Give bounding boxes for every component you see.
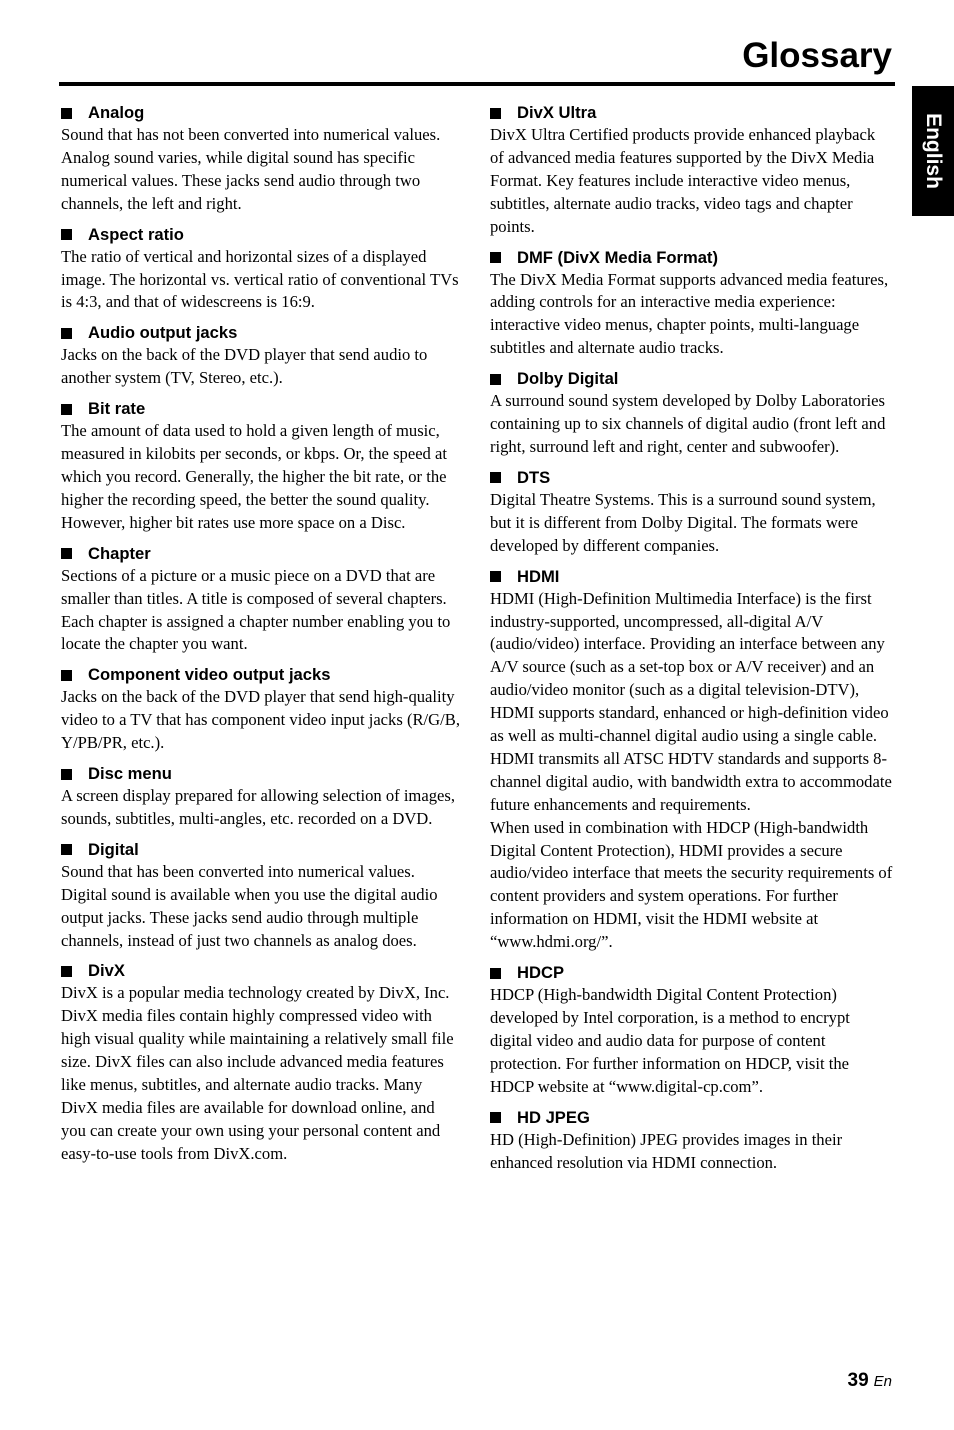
glossary-term: Chapter (61, 543, 461, 565)
glossary-definition: DivX Ultra Certified products provide enhanced playback of advanced media features supported by the DivX Media Format. Key features include interactive video menus, subtitles, alternate audio tracks, video tags and chapter points. (490, 125, 876, 236)
square-bullet-icon (61, 404, 72, 415)
glossary-definition: The ratio of vertical and horizontal sizes of a displayed image. The horizontal vs. vertical ratio of conventional TVs is 4:3, and that of widescreens is 16:9. (61, 246, 459, 312)
glossary-entry-digital (61, 839, 461, 953)
glossary-definition: Jacks on the back of the DVD player that send audio to another system (TV, Stereo, etc.). (61, 345, 428, 388)
square-bullet-icon (490, 1112, 501, 1123)
glossary-entry-hd-jpeg (490, 1107, 893, 1175)
glossary-definition: Sound that has been converted into numerical values. Digital sound is available when you use the digital audio output jacks. These jacks send audio through multiple channels, instead of just two channels as analog does. (61, 861, 438, 950)
square-bullet-icon (490, 571, 501, 582)
glossary-term: DivX (61, 960, 461, 982)
glossary-definition: Jacks on the back of the DVD player that send high-quality video to a TV that has component video input jacks (R/G/B, Y/PB/PR, etc.). (61, 687, 460, 753)
glossary-term: Analog (61, 102, 461, 124)
glossary-entry-chapter (61, 543, 461, 657)
glossary-term: Bit rate (61, 398, 461, 420)
page-number (848, 1370, 893, 1392)
square-bullet-icon (61, 548, 72, 559)
glossary-entry-aspect-ratio (61, 224, 461, 315)
glossary-entry-bit-rate (61, 398, 461, 535)
glossary-term: HDCP (490, 962, 893, 984)
glossary-entry-dmf (490, 247, 893, 361)
glossary-entry-hdcp (490, 962, 893, 1099)
square-bullet-icon (61, 769, 72, 780)
square-bullet-icon (61, 328, 72, 339)
square-bullet-icon (61, 670, 72, 681)
glossary-definition: Sound that has not been converted into numerical values. Analog sound varies, while digital sound has specific numerical values. These jacks send audio through two channels, the left and right. (61, 125, 441, 213)
language-tab-label: English (922, 113, 945, 189)
glossary-entry-component-video-output-jacks (61, 664, 461, 755)
glossary-column-left (61, 102, 461, 1174)
glossary-entry-audio-output-jacks (61, 322, 461, 390)
glossary-term: Dolby Digital (490, 368, 893, 390)
language-tab (912, 86, 954, 216)
glossary-definition: A surround sound system developed by Dolby Laboratories containing up to six channels of digital audio (front left and right, surround left and right, center and subwoofer). (490, 391, 886, 456)
square-bullet-icon (490, 374, 501, 385)
square-bullet-icon (61, 844, 72, 855)
glossary-entry-disc-menu (61, 763, 461, 831)
glossary-term: Digital (61, 839, 461, 861)
glossary-definition: HDCP (High-bandwidth Digital Content Protection) developed by Intel corporation, is a method to encrypt digital video and audio data for purpose of content protection. For further information on HDCP, visit the HDCP website at “www.digital-cp.com”. (490, 985, 850, 1096)
glossary-term: DMF (DivX Media Format) (490, 247, 893, 269)
glossary-definition: The DivX Media Format supports advanced media features, adding controls for an interactive media experience: interactive video menus, chapter points, multi-language subtitles and alternate audio tracks. (490, 269, 889, 358)
glossary-entry-divx-ultra (490, 102, 893, 239)
square-bullet-icon (490, 108, 501, 119)
glossary-entry-hdmi (490, 566, 893, 955)
glossary-column-right (490, 102, 893, 1182)
page-number-value: 39 (847, 1370, 869, 1391)
glossary-entry-analog (61, 102, 461, 216)
square-bullet-icon (490, 252, 501, 263)
glossary-term: Aspect ratio (61, 224, 461, 246)
square-bullet-icon (61, 229, 72, 240)
square-bullet-icon (61, 966, 72, 977)
glossary-definition: A screen display prepared for allowing selection of images, sounds, subtitles, multi-angles, etc. recorded on a DVD. (61, 786, 455, 828)
glossary-term: Component video output jacks (61, 664, 461, 686)
page-language-code: En (873, 1373, 892, 1390)
glossary-definition: HDMI (High-Definition Multimedia Interface) is the first industry-supported, uncompressed, all-digital A/V (audio/video) interface. Providing an interface between any A/V source (such as a set-top box or A/V receiver) and an audio/video monitor (such as a digital television-DTV), HDMI supports standard, enhanced or high-definition video as well as multi-channel digital audio using a single cable. HDMI transmits all ATSC HDTV standards and supports 8-channel digital audio, with bandwidth extra to accommodate future enhancements and requirements. (490, 588, 892, 814)
glossary-term: DivX Ultra (490, 102, 893, 124)
glossary-term: HDMI (490, 566, 893, 588)
square-bullet-icon (490, 968, 501, 979)
glossary-term: HD JPEG (490, 1107, 893, 1129)
title-rule (59, 82, 895, 86)
glossary-entry-divx (61, 960, 461, 1165)
glossary-definition: DivX is a popular media technology created by DivX, Inc. DivX media files contain highly compressed video with high visual quality while maintaining a relatively small file size. DivX files can also include advanced media features like menus, subtitles, and alternate audio tracks. Many DivX media files are available for download online, and you can create your own using your personal content and easy-to-use tools from DivX.com. (61, 983, 454, 1163)
glossary-entry-dts (490, 467, 893, 558)
glossary-definition: The amount of data used to hold a given length of music, measured in kilobits per seconds, or kbps. Or, the speed at which you record. Generally, the higher the bit rate, or the higher the recording speed, the better the sound quality. However, higher bit rates use more space on a Disc. (61, 421, 447, 532)
glossary-definition: Digital Theatre Systems. This is a surround sound system, but it is different from Dolby Digital. The formats were developed by different companies. (490, 489, 876, 555)
glossary-definition-continued: When used in combination with HDCP (High-bandwidth Digital Content Protection), HDMI provides a secure audio/video interface that meets the security requirements of content providers and system operations. For further information on HDMI, visit the HDMI website at “www.hdmi.org/”. (490, 817, 893, 952)
glossary-term: Disc menu (61, 763, 461, 785)
glossary-definition: HD (High-Definition) JPEG provides images in their enhanced resolution via HDMI connection. (490, 1129, 843, 1172)
square-bullet-icon (490, 472, 501, 483)
glossary-definition: Sections of a picture or a music piece on a DVD that are smaller than titles. A title is composed of several chapters. Each chapter is assigned a chapter number enabling you to locate the chapter you want. (61, 565, 451, 654)
square-bullet-icon (61, 108, 72, 119)
page-title: Glossary (742, 36, 892, 75)
glossary-term: DTS (490, 467, 893, 489)
glossary-term: Audio output jacks (61, 322, 461, 344)
glossary-entry-dolby-digital (490, 368, 893, 459)
